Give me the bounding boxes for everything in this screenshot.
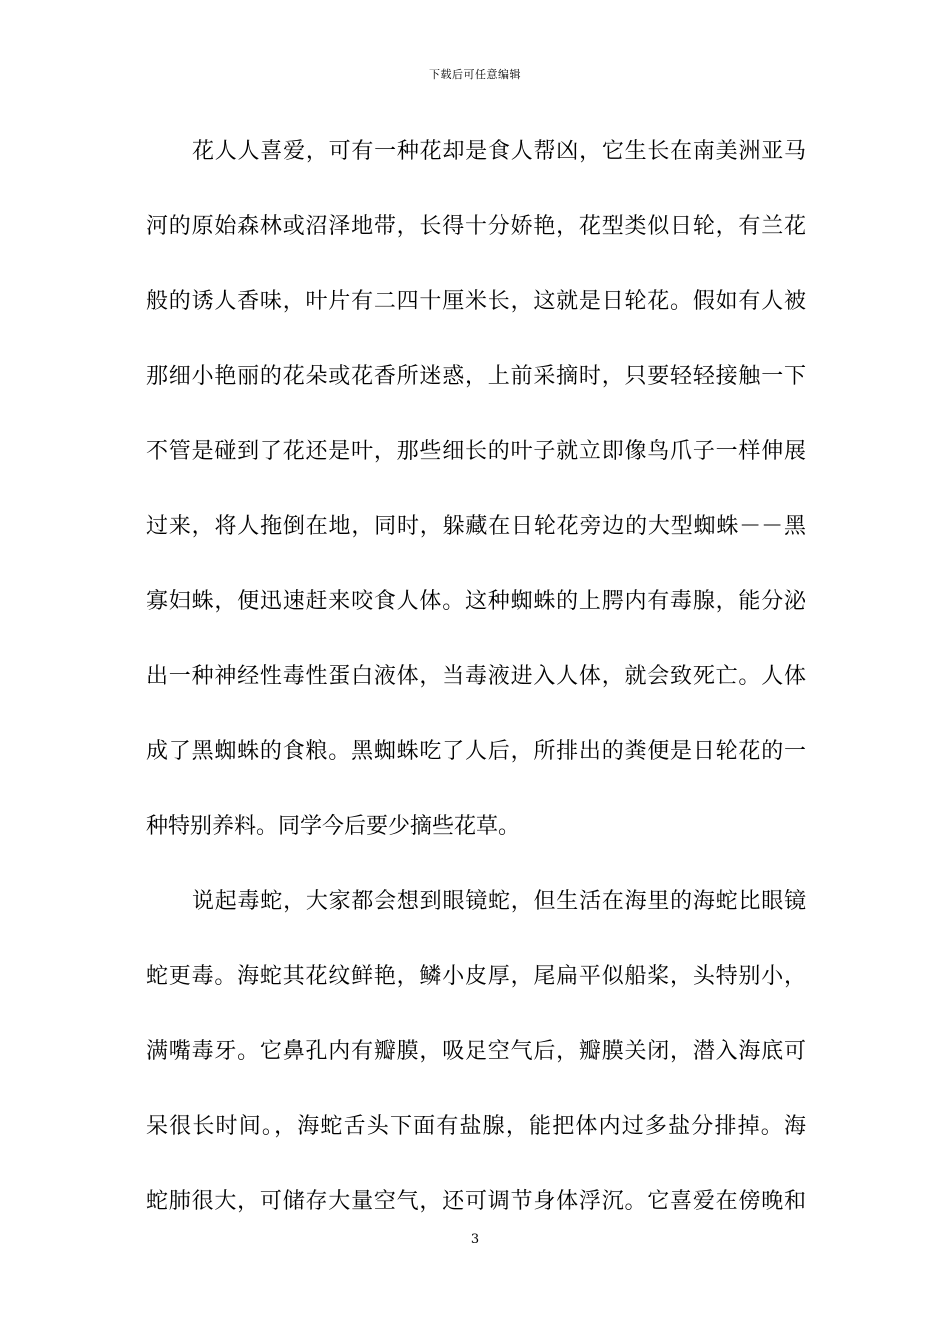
text-line: 呆很长时间。，海蛇舌头下面有盐腺，能把体内过多盐分排掉。海 — [146, 1114, 806, 1139]
text-line: 河的原始森林或沼泽地带，长得十分娇艳，花型类似日轮，有兰花 — [146, 214, 806, 239]
page-header: 下载后可任意编辑 — [429, 68, 521, 81]
text-line: 蛇肺很大，可储存大量空气，还可调节身体浮沉。它喜爱在傍晚和 — [146, 1189, 806, 1214]
text-line: 蛇更毒。海蛇其花纹鲜艳，鳞小皮厚，尾扁平似船桨，头特别小， — [146, 964, 806, 989]
text-line: 不管是碰到了花还是叶，那些细长的叶子就立即像鸟爪子一样伸展 — [146, 439, 806, 464]
document-body — [146, 124, 806, 1249]
text-line: 那细小艳丽的花朵或花香所迷惑，上前采摘时，只要轻轻接触一下 — [146, 364, 806, 389]
text-line: 般的诱人香味，叶片有二四十厘米长，这就是日轮花。假如有人被 — [146, 289, 806, 314]
text-line: 出一种神经性毒性蛋白液体，当毒液进入人体，就会致死亡。人体 — [146, 664, 806, 689]
page-number: 3 — [470, 1232, 480, 1247]
text-line: 说起毒蛇，大家都会想到眼镜蛇，但生活在海里的海蛇比眼镜 — [192, 889, 806, 914]
text-line: 满嘴毒牙。它鼻孔内有瓣膜，吸足空气后，瓣膜关闭，潜入海底可 — [146, 1039, 806, 1064]
text-line: 过来，将人拖倒在地，同时，躲藏在日轮花旁边的大型蜘蛛－－黑 — [146, 514, 806, 539]
text-line: 种特别养料。同学今后要少摘些花草。 — [146, 814, 521, 839]
text-line: 寡妇蛛，便迅速赶来咬食人体。这种蜘蛛的上腭内有毒腺，能分泌 — [146, 589, 806, 614]
text-line: 花人人喜爱，可有一种花却是食人帮凶，它生长在南美洲亚马 — [192, 139, 806, 164]
text-line: 成了黑蜘蛛的食粮。黑蜘蛛吃了人后，所排出的粪便是日轮花的一 — [146, 739, 806, 764]
